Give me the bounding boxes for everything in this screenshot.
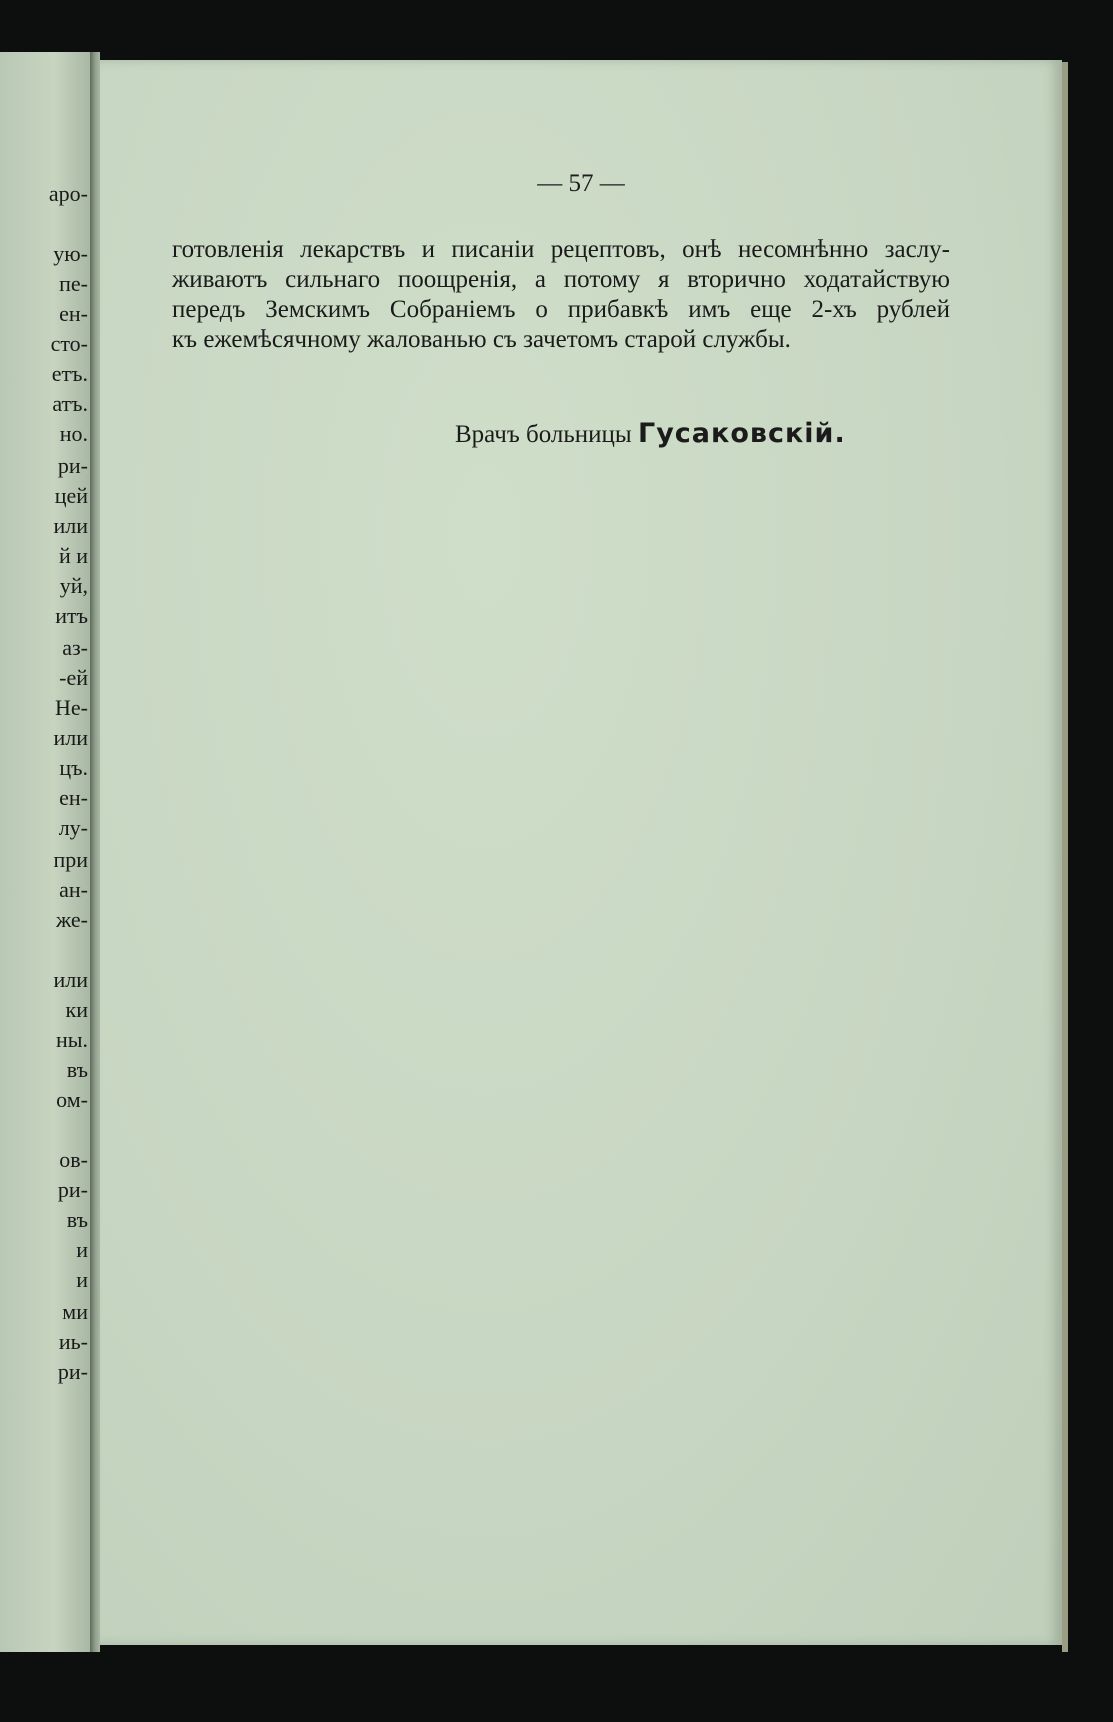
page-edge bbox=[1062, 62, 1068, 1652]
left-page-line: или bbox=[53, 967, 88, 992]
body-line: живаютъ сильнаго поощренія, а потому я вторично ходатайствую bbox=[172, 266, 950, 293]
page-number: — 57 — bbox=[537, 170, 625, 197]
left-page-line: ны. bbox=[55, 1027, 88, 1052]
left-page-line: ки bbox=[65, 997, 88, 1022]
body-line: къ ежемѣсячному жалованью съ зачетомъ старой службы. bbox=[172, 326, 791, 353]
left-page-fragment bbox=[0, 52, 90, 1652]
left-page-line: ми bbox=[62, 1299, 88, 1324]
left-page-line: аро- bbox=[48, 181, 88, 206]
left-page-line: ри- bbox=[57, 1177, 88, 1202]
left-page-line: ен- bbox=[59, 785, 88, 810]
left-page-line: -ей bbox=[59, 665, 88, 690]
body-line: готовленія лекарствъ и писаніи рецептовъ, онѣ несомнѣнно заслу- bbox=[172, 236, 950, 263]
left-page-line: при bbox=[53, 847, 88, 872]
left-page-line: ов- bbox=[59, 1147, 88, 1172]
left-page-line: аз- bbox=[62, 635, 88, 660]
left-page-line: уй, bbox=[59, 573, 88, 598]
signature bbox=[455, 418, 846, 449]
body-line: передъ Земскимъ Собраніемъ о прибавкѣ имъ еще 2-хъ рублей bbox=[172, 296, 950, 323]
left-page-line: ан- bbox=[59, 877, 88, 902]
left-page-line: или bbox=[53, 513, 88, 538]
left-page-line: иь- bbox=[58, 1329, 88, 1354]
left-page-line: ую- bbox=[53, 241, 88, 266]
signature-name: Гусаковскій. bbox=[637, 418, 846, 449]
left-page-line: ен- bbox=[59, 301, 88, 326]
left-page-line: Не- bbox=[55, 695, 88, 720]
left-page-line: сто- bbox=[50, 331, 88, 356]
left-page-line: цей bbox=[54, 483, 88, 508]
left-page-line: и bbox=[76, 1267, 88, 1292]
left-page-line: етъ. bbox=[51, 361, 88, 386]
left-page-line: ом- bbox=[56, 1087, 88, 1112]
left-page-line: въ bbox=[66, 1207, 88, 1232]
signature-prefix: Врачъ больницы bbox=[455, 421, 632, 448]
left-page-line: же- bbox=[55, 907, 88, 932]
left-page-line: атъ. bbox=[52, 391, 88, 416]
book-gutter bbox=[90, 52, 100, 1652]
left-page-line: лу- bbox=[58, 815, 88, 840]
left-page-line: й и bbox=[58, 543, 88, 568]
left-page-line: и bbox=[76, 1237, 88, 1262]
left-page-line: въ bbox=[66, 1057, 88, 1082]
left-page-line: пе- bbox=[59, 271, 88, 296]
left-page-line: или bbox=[53, 725, 88, 750]
left-page-line: ри- bbox=[57, 1359, 88, 1384]
left-page-line: но. bbox=[59, 421, 88, 446]
left-page-line: цъ. bbox=[59, 755, 88, 780]
left-page-line: итъ bbox=[55, 603, 88, 628]
body-paragraph bbox=[172, 235, 950, 355]
right-page bbox=[100, 60, 1062, 1645]
left-page-line: ри- bbox=[57, 453, 88, 478]
